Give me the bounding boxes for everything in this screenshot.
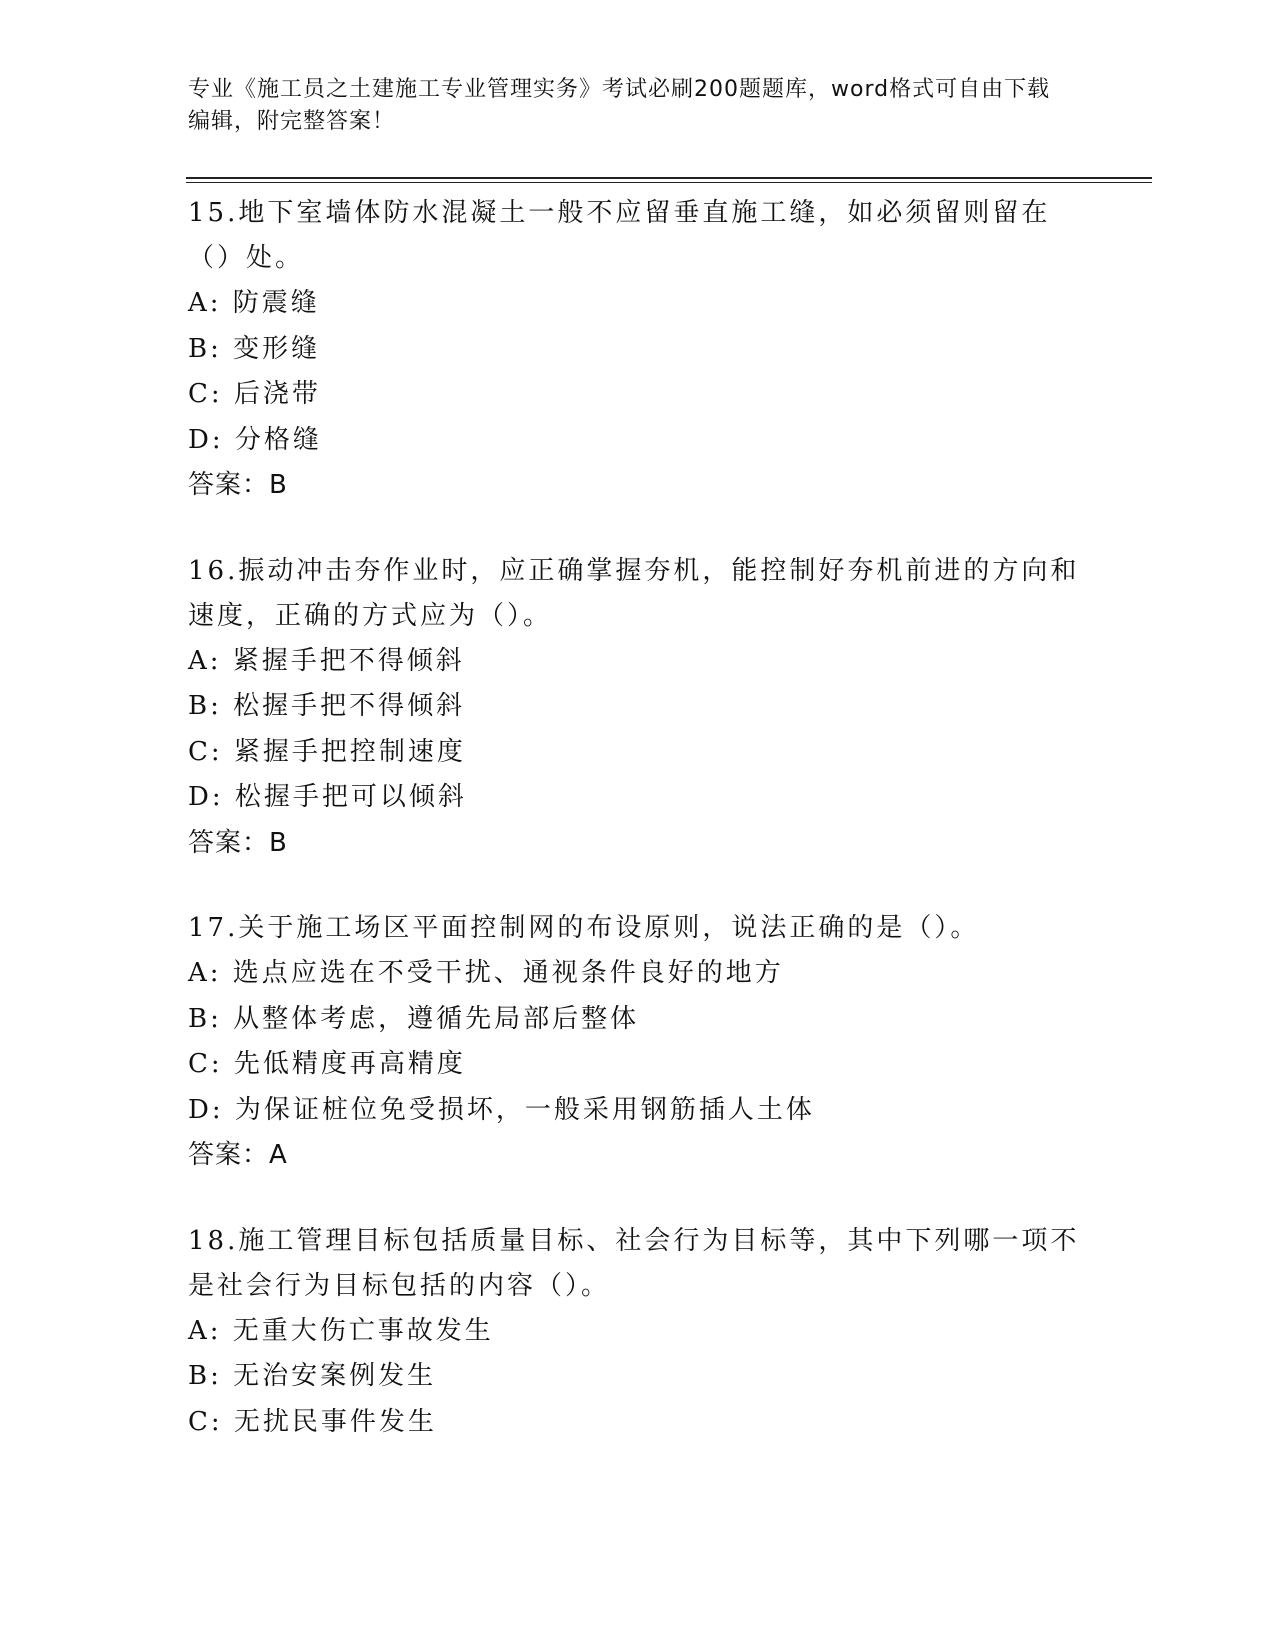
option-b: B: 无治安案例发生 — [188, 1361, 437, 1391]
answer: 答案：B — [188, 827, 288, 858]
header-divider-thick — [186, 177, 1152, 179]
option-c: C: 先低精度再高精度 — [188, 1049, 466, 1079]
document-header: 专业《施工员之土建施工专业管理实务》考试必刷200题题库，word格式可自由下载编辑，附完整答案！ — [188, 77, 1051, 134]
answer: 答案：A — [188, 1140, 288, 1170]
question-16 — [188, 549, 1088, 867]
option-a: A: 无重大伤亡事故发生 — [188, 1315, 494, 1346]
question-text: 16.振动冲击夯作业时，应正确掌握夯机，能控制好夯机前进的方向和速度，正确的方式应为（）。 — [188, 555, 1080, 631]
option-b: B: 松握手把不得倾斜 — [188, 691, 466, 721]
option-d: D: 为保证桩位免受损坏，一般采用钢筋插人土体 — [188, 1094, 815, 1125]
question-17 — [188, 906, 1088, 1179]
question-15 — [188, 191, 1088, 509]
option-b: B: 从整体考虑，遵循先局部后整体 — [188, 1003, 640, 1034]
question-text: 17.关于施工场区平面控制网的布设原则，说法正确的是（）。 — [188, 913, 980, 943]
option-c: C: 后浇带 — [188, 379, 321, 409]
option-d: D: 松握手把可以倾斜 — [188, 782, 467, 812]
answer: 答案：B — [188, 470, 288, 500]
option-a: A: 选点应选在不受干扰、通视条件良好的地方 — [188, 958, 784, 988]
header-divider-thin — [186, 182, 1152, 183]
question-18 — [188, 1219, 1088, 1446]
question-text: 15.地下室墙体防水混凝土一般不应留垂直施工缝，如必须留则留在（）处。 — [188, 198, 1051, 273]
option-c: C: 紧握手把控制速度 — [188, 736, 466, 767]
question-list — [188, 191, 1088, 1485]
option-b: B: 变形缝 — [188, 333, 321, 364]
option-a: A: 防震缝 — [188, 288, 320, 318]
option-a: A: 紧握手把不得倾斜 — [188, 645, 465, 676]
option-d: D: 分格缝 — [188, 424, 322, 455]
question-text: 18.施工管理目标包括质量目标、社会行为目标等，其中下列哪一项不是社会行为目标包括的内容（）。 — [188, 1225, 1080, 1301]
option-c: C: 无扰民事件发生 — [188, 1406, 437, 1437]
